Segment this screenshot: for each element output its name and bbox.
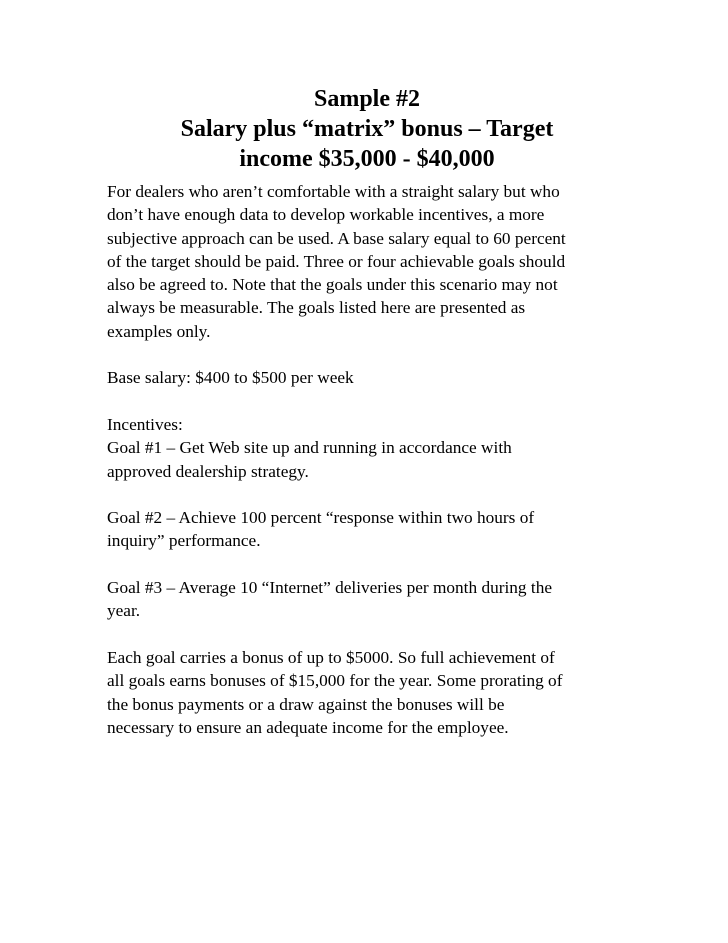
intro-line: also be agreed to. Note that the goals under this scenario may not xyxy=(107,275,558,295)
intro-line: don’t have enough data to develop workable incentives, a more xyxy=(107,205,545,225)
goal-1 xyxy=(107,436,637,483)
goal-2-line: inquiry” performance. xyxy=(107,531,261,551)
closing-paragraph xyxy=(107,646,637,739)
base-salary-line: Base salary: $400 to $500 per week xyxy=(107,368,354,388)
title-line-sample: Sample #2 xyxy=(313,86,420,112)
goal-1-line: approved dealership strategy. xyxy=(107,461,309,481)
goal-3-line: year. xyxy=(107,601,141,621)
closing-line: the bonus payments or a draw against the bonuses will be xyxy=(107,694,505,714)
goal-2-line: Goal #2 – Achieve 100 percent “response within two hours of xyxy=(107,508,535,528)
goal-3 xyxy=(107,576,637,623)
closing-line: Each goal carries a bonus of up to $5000. So full achievement of xyxy=(107,647,555,667)
intro-line: of the target should be paid. Three or four achievable goals should xyxy=(107,251,566,271)
goal-2 xyxy=(107,506,637,553)
document-body xyxy=(107,180,637,739)
intro-line: always be measurable. The goals listed here are presented as xyxy=(107,298,526,318)
goal-1-line: Goal #1 – Get Web site up and running in accordance with xyxy=(107,438,512,458)
paragraph-spacer xyxy=(107,343,637,366)
paragraph-spacer xyxy=(107,483,637,506)
paragraph-spacer xyxy=(107,390,637,413)
paragraph-spacer xyxy=(107,553,637,576)
intro-line: subjective approach can be used. A base salary equal to 60 percent xyxy=(107,228,566,248)
goal-3-line: Goal #3 – Average 10 “Internet” deliveries per month during the xyxy=(107,578,552,598)
title-line-plan: Salary plus “matrix” bonus – Target xyxy=(180,116,554,142)
intro-line: For dealers who aren’t comfortable with a straight salary but who xyxy=(107,182,560,201)
intro-line: examples only. xyxy=(107,321,211,341)
document-title xyxy=(107,84,627,174)
title-line-income: income $35,000 - $40,000 xyxy=(239,146,495,172)
paragraph-spacer xyxy=(107,623,637,646)
closing-line: all goals earns bonuses of $15,000 for the year. Some prorating of xyxy=(107,671,563,691)
closing-line: necessary to ensure an adequate income for the employee. xyxy=(107,717,509,737)
intro-paragraph xyxy=(107,180,637,343)
incentives-heading: Incentives: xyxy=(107,414,183,434)
